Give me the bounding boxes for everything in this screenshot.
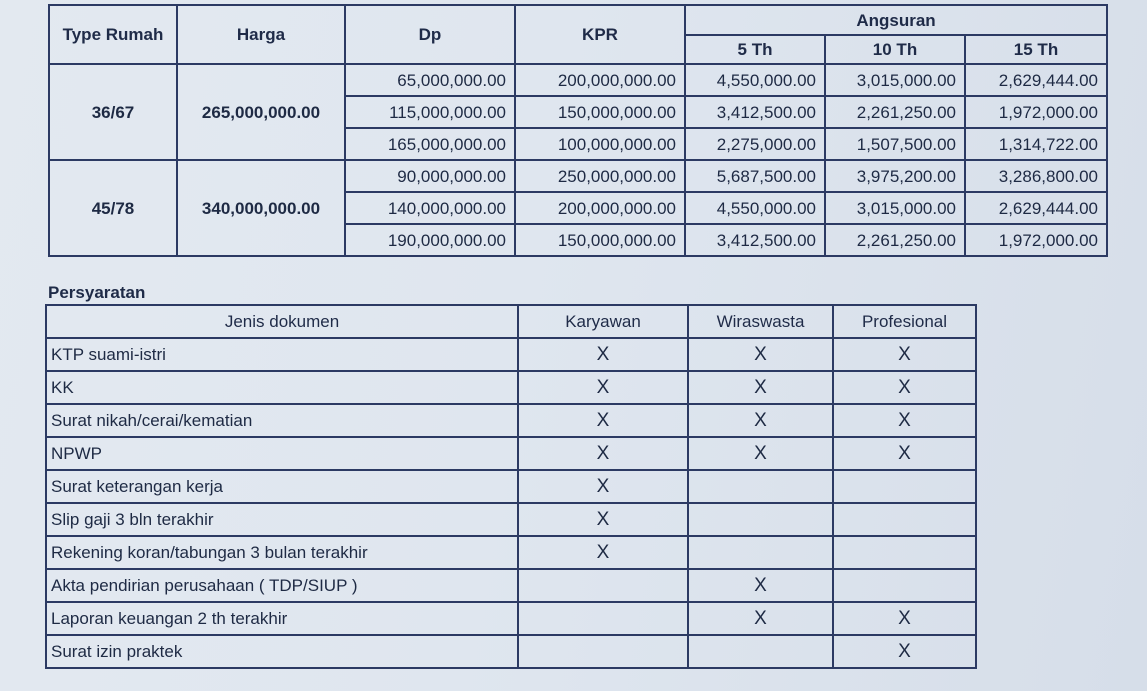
doc-name-cell: Slip gaji 3 bln terakhir — [46, 503, 518, 536]
table-row — [46, 635, 976, 668]
angsuran-10-cell: 3,015,000.00 — [825, 192, 965, 224]
doc-name-cell: Rekening koran/tabungan 3 bulan terakhir — [46, 536, 518, 569]
wiraswasta-mark: X — [688, 404, 833, 437]
profesional-mark: X — [833, 404, 976, 437]
karyawan-mark: X — [518, 470, 688, 503]
angsuran-15-cell: 1,972,000.00 — [965, 96, 1107, 128]
table-row — [46, 404, 976, 437]
table-row — [46, 338, 976, 371]
dp-cell: 90,000,000.00 — [345, 160, 515, 192]
karyawan-mark: X — [518, 404, 688, 437]
kpr-cell: 200,000,000.00 — [515, 64, 685, 96]
angsuran-10-cell: 3,015,000.00 — [825, 64, 965, 96]
table-row — [46, 437, 976, 470]
header-dp: Dp — [345, 5, 515, 64]
angsuran-5-cell: 5,687,500.00 — [685, 160, 825, 192]
table-row — [46, 569, 976, 602]
angsuran-15-cell: 1,314,722.00 — [965, 128, 1107, 160]
doc-name-cell: Surat nikah/cerai/kematian — [46, 404, 518, 437]
kpr-cell: 250,000,000.00 — [515, 160, 685, 192]
angsuran-10-cell: 1,507,500.00 — [825, 128, 965, 160]
profesional-mark: X — [833, 602, 976, 635]
karyawan-mark: X — [518, 338, 688, 371]
header-profesional: Profesional — [833, 305, 976, 338]
type-rumah-cell: 36/67 — [49, 64, 177, 160]
profesional-mark: X — [833, 635, 976, 668]
angsuran-15-cell: 2,629,444.00 — [965, 64, 1107, 96]
dp-cell: 115,000,000.00 — [345, 96, 515, 128]
angsuran-15-cell: 3,286,800.00 — [965, 160, 1107, 192]
table-row — [49, 160, 1107, 192]
wiraswasta-mark: X — [688, 371, 833, 404]
profesional-mark: X — [833, 437, 976, 470]
karyawan-mark: X — [518, 437, 688, 470]
doc-name-cell: Laporan keuangan 2 th terakhir — [46, 602, 518, 635]
profesional-mark: X — [833, 371, 976, 404]
header-harga: Harga — [177, 5, 345, 64]
kpr-cell: 150,000,000.00 — [515, 96, 685, 128]
table-row — [46, 371, 976, 404]
wiraswasta-mark: X — [688, 602, 833, 635]
doc-name-cell: KTP suami-istri — [46, 338, 518, 371]
wiraswasta-mark: X — [688, 437, 833, 470]
dp-cell: 65,000,000.00 — [345, 64, 515, 96]
header-angsuran: Angsuran — [685, 5, 1107, 35]
profesional-mark — [833, 503, 976, 536]
doc-name-cell: Surat izin praktek — [46, 635, 518, 668]
wiraswasta-mark: X — [688, 569, 833, 602]
angsuran-10-cell: 3,975,200.00 — [825, 160, 965, 192]
harga-cell: 340,000,000.00 — [177, 160, 345, 256]
angsuran-5-cell: 4,550,000.00 — [685, 64, 825, 96]
header-karyawan: Karyawan — [518, 305, 688, 338]
wiraswasta-mark: X — [688, 338, 833, 371]
header-wiraswasta: Wiraswasta — [688, 305, 833, 338]
wiraswasta-mark — [688, 470, 833, 503]
section-label-persyaratan: Persyaratan — [48, 283, 146, 302]
header-type-rumah: Type Rumah — [49, 5, 177, 64]
requirements-table — [45, 304, 977, 669]
angsuran-15-cell: 2,629,444.00 — [965, 192, 1107, 224]
angsuran-5-cell: 3,412,500.00 — [685, 224, 825, 256]
dp-cell: 190,000,000.00 — [345, 224, 515, 256]
dp-cell: 140,000,000.00 — [345, 192, 515, 224]
karyawan-mark — [518, 569, 688, 602]
dp-cell: 165,000,000.00 — [345, 128, 515, 160]
angsuran-10-cell: 2,261,250.00 — [825, 96, 965, 128]
table-row — [49, 64, 1107, 96]
kpr-cell: 200,000,000.00 — [515, 192, 685, 224]
harga-cell: 265,000,000.00 — [177, 64, 345, 160]
karyawan-mark: X — [518, 503, 688, 536]
profesional-mark: X — [833, 338, 976, 371]
karyawan-mark: X — [518, 371, 688, 404]
table-row — [46, 536, 976, 569]
profesional-mark — [833, 470, 976, 503]
karyawan-mark — [518, 602, 688, 635]
karyawan-mark: X — [518, 536, 688, 569]
table-row — [46, 503, 976, 536]
angsuran-10-cell: 2,261,250.00 — [825, 224, 965, 256]
wiraswasta-mark — [688, 635, 833, 668]
angsuran-5-cell: 4,550,000.00 — [685, 192, 825, 224]
doc-name-cell: Akta pendirian perusahaan ( TDP/SIUP ) — [46, 569, 518, 602]
doc-name-cell: Surat keterangan kerja — [46, 470, 518, 503]
profesional-mark — [833, 569, 976, 602]
profesional-mark — [833, 536, 976, 569]
table-row — [46, 602, 976, 635]
doc-name-cell: NPWP — [46, 437, 518, 470]
karyawan-mark — [518, 635, 688, 668]
wiraswasta-mark — [688, 536, 833, 569]
angsuran-5-cell: 2,275,000.00 — [685, 128, 825, 160]
angsuran-5-cell: 3,412,500.00 — [685, 96, 825, 128]
price-table — [48, 4, 1108, 257]
wiraswasta-mark — [688, 503, 833, 536]
header-tenor-15: 15 Th — [965, 35, 1107, 64]
kpr-cell: 150,000,000.00 — [515, 224, 685, 256]
table-row — [46, 470, 976, 503]
kpr-cell: 100,000,000.00 — [515, 128, 685, 160]
header-kpr: KPR — [515, 5, 685, 64]
type-rumah-cell: 45/78 — [49, 160, 177, 256]
header-tenor-10: 10 Th — [825, 35, 965, 64]
angsuran-15-cell: 1,972,000.00 — [965, 224, 1107, 256]
header-jenis-dokumen: Jenis dokumen — [46, 305, 518, 338]
doc-name-cell: KK — [46, 371, 518, 404]
header-tenor-5: 5 Th — [685, 35, 825, 64]
